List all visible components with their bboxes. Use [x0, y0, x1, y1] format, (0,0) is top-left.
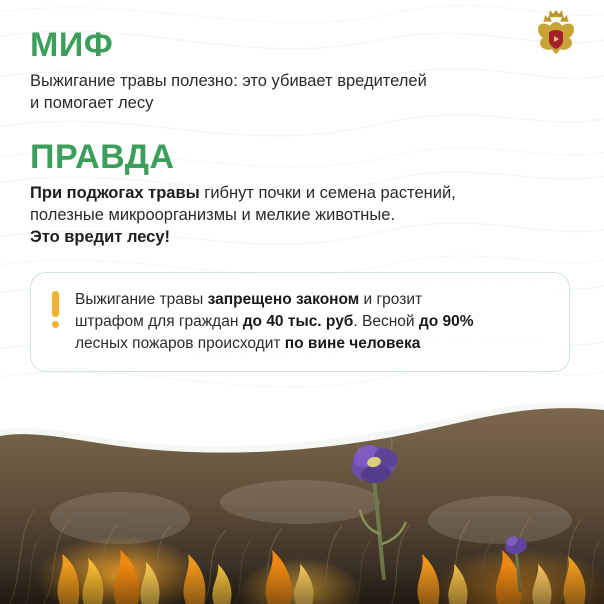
fire-photo	[0, 398, 604, 604]
note-bold4: по вине человека	[284, 335, 421, 352]
myth-heading: МИФ	[30, 26, 114, 64]
note-part4: . Весной	[353, 313, 419, 330]
text-content	[30, 28, 576, 249]
myth-text-line2: и помогает лесу	[30, 93, 154, 112]
note-bold1: запрещено законом	[207, 291, 360, 308]
pasqueflower-icon	[330, 422, 440, 582]
note-bold3: до 90%	[418, 313, 474, 330]
note-part1: Выжигание травы	[75, 291, 208, 308]
note-bold2: до 40 тыс. руб	[242, 313, 354, 330]
myth-text-line1: Выжигание травы полезно: это убивает вредителей	[30, 71, 427, 90]
pasqueflower-small-icon	[498, 524, 542, 594]
warning-exclamation-icon	[47, 291, 63, 328]
myth-text	[30, 70, 576, 115]
truth-heading: ПРАВДА	[30, 138, 175, 177]
note-part5: лесных пожаров происходит	[75, 335, 285, 352]
warning-note-text	[75, 289, 474, 355]
warning-note-card	[30, 272, 570, 372]
note-part3: штрафом для граждан	[75, 313, 243, 330]
truth-text-rest: гибнут почки и семена растений,	[199, 183, 456, 202]
note-part2: и грозит	[359, 291, 423, 308]
truth-text	[30, 182, 576, 249]
truth-bold-lead: При поджогах травы	[30, 183, 200, 202]
truth-text-line2: полезные микроорганизмы и мелкие животные.	[30, 206, 396, 225]
truth-emphasis: Это вредит лесу!	[30, 228, 171, 247]
